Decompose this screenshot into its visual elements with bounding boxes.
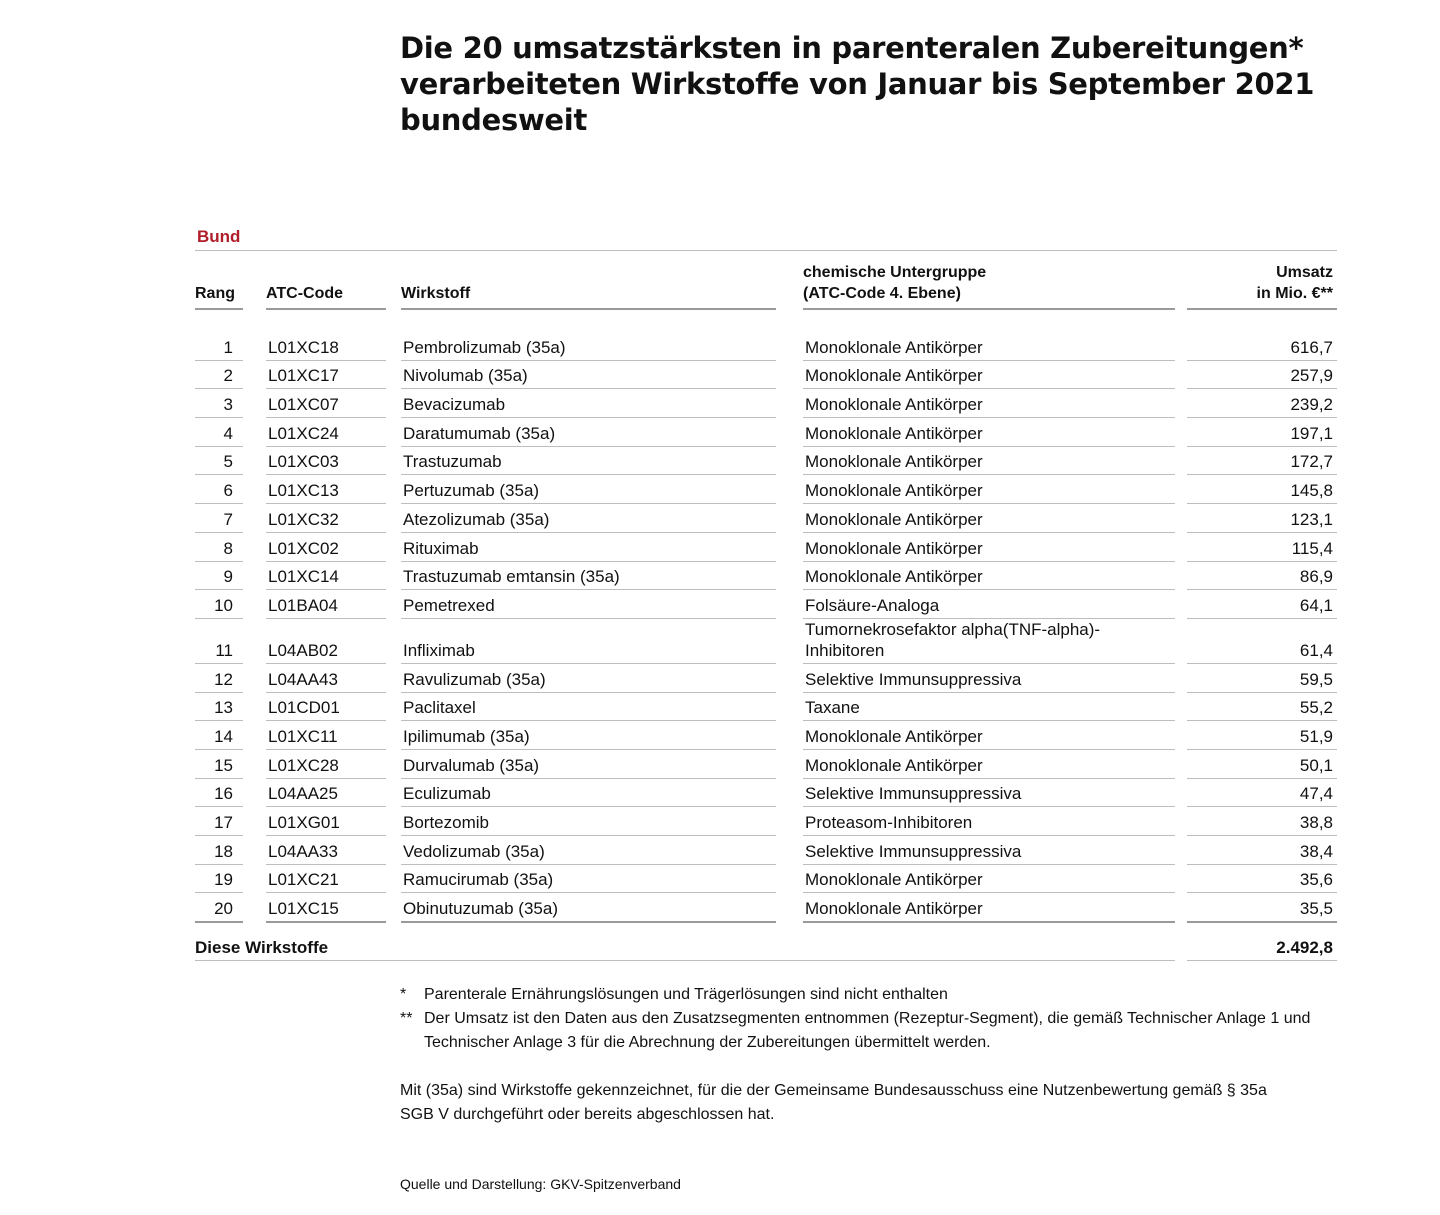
cell-umsatz: 123,1 (1187, 504, 1337, 533)
cell-rang: 2 (195, 361, 243, 390)
cell-gruppe: Folsäure-Analoga (803, 590, 1175, 619)
header-gruppe: chemische Untergruppe (ATC-Code 4. Ebene) (803, 262, 1175, 310)
cell-umsatz: 55,2 (1187, 693, 1337, 722)
table-row (195, 590, 1337, 619)
cell-gruppe: Taxane (803, 693, 1175, 722)
table-row (195, 475, 1337, 504)
cell-atc: L01XC03 (266, 447, 386, 476)
cell-umsatz: 61,4 (1187, 619, 1337, 664)
cell-gruppe: Monoklonale Antikörper (803, 504, 1175, 533)
cell-gruppe: Monoklonale Antikörper (803, 332, 1175, 361)
cell-umsatz: 64,1 (1187, 590, 1337, 619)
cell-atc: L01XC07 (266, 389, 386, 418)
cell-atc: L01XC02 (266, 533, 386, 562)
cell-umsatz: 239,2 (1187, 389, 1337, 418)
cell-atc: L01XC24 (266, 418, 386, 447)
cell-gruppe: Selektive Immunsuppressiva (803, 779, 1175, 808)
table-row (195, 447, 1337, 476)
cell-atc: L01XC32 (266, 504, 386, 533)
cell-gruppe: Selektive Immunsuppressiva (803, 664, 1175, 693)
cell-umsatz: 86,9 (1187, 562, 1337, 591)
header-rang: Rang (195, 262, 243, 310)
cell-umsatz: 145,8 (1187, 475, 1337, 504)
cell-umsatz: 51,9 (1187, 721, 1337, 750)
table-row (195, 750, 1337, 779)
cell-gruppe: Selektive Immunsuppressiva (803, 836, 1175, 865)
cell-wirkstoff: Durvalumab (35a) (401, 750, 776, 779)
title-line-3: bundesweit (400, 103, 588, 137)
table-row (195, 836, 1337, 865)
cell-rang: 4 (195, 418, 243, 447)
footnote-text: Der Umsatz ist den Daten aus den Zusatzsegmenten entnommen (Rezeptur-Segment), die gemäß Technischer Anlage 1 und Technischer Anlage 3 für die Abrechnung der Zubereitungen übermittelt werden. (424, 1010, 1311, 1051)
cell-wirkstoff: Ramucirumab (35a) (401, 865, 776, 894)
cell-wirkstoff: Ravulizumab (35a) (401, 664, 776, 693)
table-row (195, 389, 1337, 418)
footnote-mark: ** (400, 1010, 413, 1027)
table-row (195, 664, 1337, 693)
cell-wirkstoff: Pemetrexed (401, 590, 776, 619)
cell-gruppe: Monoklonale Antikörper (803, 447, 1175, 476)
cell-rang: 18 (195, 836, 243, 865)
cell-atc: L01BA04 (266, 590, 386, 619)
table-row (195, 504, 1337, 533)
cell-gruppe: Proteasom-Inhibitoren (803, 807, 1175, 836)
table-row (195, 865, 1337, 894)
cell-umsatz: 47,4 (1187, 779, 1337, 808)
table-row (195, 619, 1337, 664)
cell-wirkstoff: Ipilimumab (35a) (401, 721, 776, 750)
table-row (195, 562, 1337, 591)
cell-atc: L01XC17 (266, 361, 386, 390)
cell-gruppe: Monoklonale Antikörper (803, 750, 1175, 779)
total-value: 2.492,8 (1187, 923, 1337, 961)
cell-wirkstoff: Bevacizumab (401, 389, 776, 418)
cell-wirkstoff: Trastuzumab emtansin (35a) (401, 562, 776, 591)
ranking-table (195, 262, 1337, 961)
cell-atc: L01XC14 (266, 562, 386, 591)
cell-gruppe: Monoklonale Antikörper (803, 475, 1175, 504)
table-row (195, 807, 1337, 836)
cell-gruppe: Monoklonale Antikörper (803, 361, 1175, 390)
cell-rang: 7 (195, 504, 243, 533)
total-label: Diese Wirkstoffe (195, 923, 1175, 961)
cell-umsatz: 616,7 (1187, 332, 1337, 361)
cell-gruppe: Monoklonale Antikörper (803, 533, 1175, 562)
header-atc: ATC-Code (266, 262, 386, 310)
source-note: Quelle und Darstellung: GKV-Spitzenverband (400, 1176, 681, 1192)
cell-atc: L01XC15 (266, 893, 386, 923)
cell-wirkstoff: Infliximab (401, 619, 776, 664)
cell-gruppe: Tumornekrosefaktor alpha(TNF-alpha)- Inhibitoren (803, 619, 1175, 664)
cell-atc: L01XG01 (266, 807, 386, 836)
cell-gruppe: Monoklonale Antikörper (803, 562, 1175, 591)
footnotes (400, 983, 1320, 1127)
page-title (400, 30, 1315, 138)
cell-rang: 16 (195, 779, 243, 808)
cell-wirkstoff: Eculizumab (401, 779, 776, 808)
cell-atc: L01XC21 (266, 865, 386, 894)
table-header-row (195, 262, 1337, 310)
cell-rang: 9 (195, 562, 243, 591)
cell-gruppe: Monoklonale Antikörper (803, 721, 1175, 750)
header-umsatz: Umsatz in Mio. €** (1187, 262, 1337, 310)
cell-rang: 12 (195, 664, 243, 693)
cell-atc: L01XC11 (266, 721, 386, 750)
title-line-1: Die 20 umsatzstärksten in parenteralen Zubereitungen* (400, 31, 1304, 65)
cell-umsatz: 50,1 (1187, 750, 1337, 779)
cell-umsatz: 35,5 (1187, 893, 1337, 923)
table-row (195, 893, 1337, 923)
cell-rang: 14 (195, 721, 243, 750)
cell-rang: 20 (195, 893, 243, 923)
table-row (195, 721, 1337, 750)
cell-gruppe: Monoklonale Antikörper (803, 389, 1175, 418)
cell-umsatz: 115,4 (1187, 533, 1337, 562)
cell-atc: L04AA33 (266, 836, 386, 865)
total-row (195, 923, 1337, 961)
cell-rang: 1 (195, 332, 243, 361)
cell-rang: 3 (195, 389, 243, 418)
footnote-text: Parenterale Ernährungslösungen und Trägerlösungen sind nicht enthalten (424, 986, 948, 1003)
cell-atc: L01XC18 (266, 332, 386, 361)
cell-rang: 19 (195, 865, 243, 894)
cell-atc: L04AA25 (266, 779, 386, 808)
table-row (195, 779, 1337, 808)
top-divider (195, 250, 1337, 251)
cell-wirkstoff: Bortezomib (401, 807, 776, 836)
cell-atc: L01CD01 (266, 693, 386, 722)
table-row (195, 332, 1337, 361)
cell-wirkstoff: Vedolizumab (35a) (401, 836, 776, 865)
table-body (195, 310, 1337, 923)
cell-rang: 13 (195, 693, 243, 722)
cell-wirkstoff: Pembrolizumab (35a) (401, 332, 776, 361)
table-row (195, 418, 1337, 447)
footnote-1 (400, 983, 1320, 1007)
cell-wirkstoff: Rituximab (401, 533, 776, 562)
cell-umsatz: 197,1 (1187, 418, 1337, 447)
cell-umsatz: 38,4 (1187, 836, 1337, 865)
cell-wirkstoff: Pertuzumab (35a) (401, 475, 776, 504)
cell-atc: L04AB02 (266, 619, 386, 664)
cell-gruppe: Monoklonale Antikörper (803, 865, 1175, 894)
cell-rang: 15 (195, 750, 243, 779)
cell-rang: 6 (195, 475, 243, 504)
header-wirkstoff: Wirkstoff (401, 262, 776, 310)
cell-rang: 5 (195, 447, 243, 476)
table-row (195, 693, 1337, 722)
footnote-mark: * (400, 986, 407, 1003)
cell-atc: L04AA43 (266, 664, 386, 693)
cell-atc: L01XC28 (266, 750, 386, 779)
section-label: Bund (197, 227, 241, 246)
cell-wirkstoff: Nivolumab (35a) (401, 361, 776, 390)
cell-rang: 17 (195, 807, 243, 836)
cell-rang: 10 (195, 590, 243, 619)
cell-wirkstoff: Daratumumab (35a) (401, 418, 776, 447)
table-row (195, 533, 1337, 562)
cell-umsatz: 59,5 (1187, 664, 1337, 693)
note-35a: Mit (35a) sind Wirkstoffe gekennzeichnet, für die der Gemeinsame Bundesausschuss eine Nutzenbewertung gemäß § 35a SGB V durchgeführt oder bereits abgeschlossen hat. (400, 1082, 1267, 1123)
cell-rang: 8 (195, 533, 243, 562)
cell-wirkstoff: Trastuzumab (401, 447, 776, 476)
cell-wirkstoff: Obinutuzumab (35a) (401, 893, 776, 923)
cell-wirkstoff: Atezolizumab (35a) (401, 504, 776, 533)
cell-rang: 11 (195, 619, 243, 664)
cell-umsatz: 35,6 (1187, 865, 1337, 894)
cell-atc: L01XC13 (266, 475, 386, 504)
title-line-2: verarbeiteten Wirkstoffe von Januar bis September 2021 (400, 67, 1315, 101)
cell-gruppe: Monoklonale Antikörper (803, 893, 1175, 923)
cell-umsatz: 257,9 (1187, 361, 1337, 390)
footnote-2 (400, 1007, 1320, 1055)
cell-gruppe: Monoklonale Antikörper (803, 418, 1175, 447)
cell-wirkstoff: Paclitaxel (401, 693, 776, 722)
table-row (195, 361, 1337, 390)
cell-umsatz: 38,8 (1187, 807, 1337, 836)
cell-umsatz: 172,7 (1187, 447, 1337, 476)
